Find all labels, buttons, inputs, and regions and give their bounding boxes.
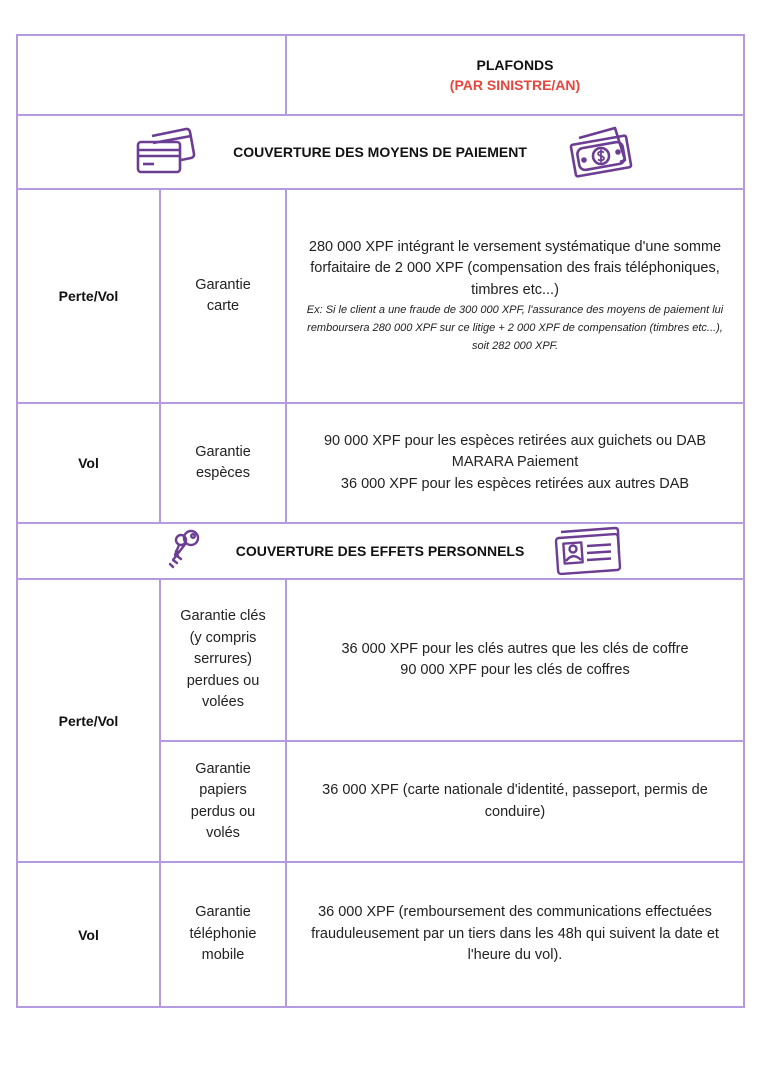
row3-type: Perte/Vol [58, 712, 119, 729]
table-header-plafonds [287, 36, 743, 114]
row3-guarantee-b: Garantie papiers perdus ou volés [190, 760, 256, 841]
row1-type: Perte/Vol [58, 288, 119, 304]
row4-guarantee: Garantie téléphonie mobile [189, 904, 257, 964]
section-title-paiement: COUVERTURE DES MOYENS DE PAIEMENT [233, 144, 527, 160]
header-subtitle: (PAR SINISTRE/AN) [449, 77, 581, 93]
row3-guarantee-a: Garantie clés (y compris serrures) perdues ou volées [180, 608, 266, 711]
row1-value [287, 190, 743, 402]
credit-cards-icon [134, 124, 198, 180]
row4-type: Vol [78, 926, 99, 943]
row2-guarantee: Garantie espèces [195, 443, 251, 481]
header-title: PLAFONDS [476, 57, 554, 73]
row2-type: Vol [78, 455, 99, 471]
id-card-icon [553, 526, 627, 576]
row2-value-2: 36 000 XPF pour les espèces retirées aux autres DAB [340, 475, 690, 492]
row1-example: Ex: Si le client a une fraude de 300 000 XPF, l'assurance des moyens de paiement lui remboursera 280 000 XPF sur ce litige + 2 000 XPF de compensation (timbres etc...), soit 282 000 XPF. [306, 304, 724, 353]
keys-icon [165, 528, 205, 572]
row1-value-text: 280 000 XPF intégrant le versement systématique d'une somme forfaitaire de 2 000 XPF (compensation des frais téléphoniques, timbres etc...) [308, 238, 722, 298]
row2-value-1: 90 000 XPF pour les espèces retirées aux guichets ou DAB MARARA Paiement [323, 432, 707, 471]
row2-value [287, 404, 743, 522]
banknotes-icon [569, 122, 635, 178]
row3-value-a [287, 580, 743, 740]
section-title-effets: COUVERTURE DES EFFETS PERSONNELS [235, 543, 525, 559]
row3-value-a-2: 90 000 XPF pour les clés de coffres [400, 662, 630, 678]
row3-value-a-1: 36 000 XPF pour les clés autres que les clés de coffre [341, 640, 689, 657]
row4-value: 36 000 XPF (remboursement des communications effectuées frauduleusement par un tiers dans les 48h qui suivent la date et l'heure du vol). [311, 904, 719, 964]
row3-value-b: 36 000 XPF (carte nationale d'identité, passeport, permis de conduire) [322, 782, 708, 820]
row1-guarantee: Garantie carte [195, 276, 251, 314]
